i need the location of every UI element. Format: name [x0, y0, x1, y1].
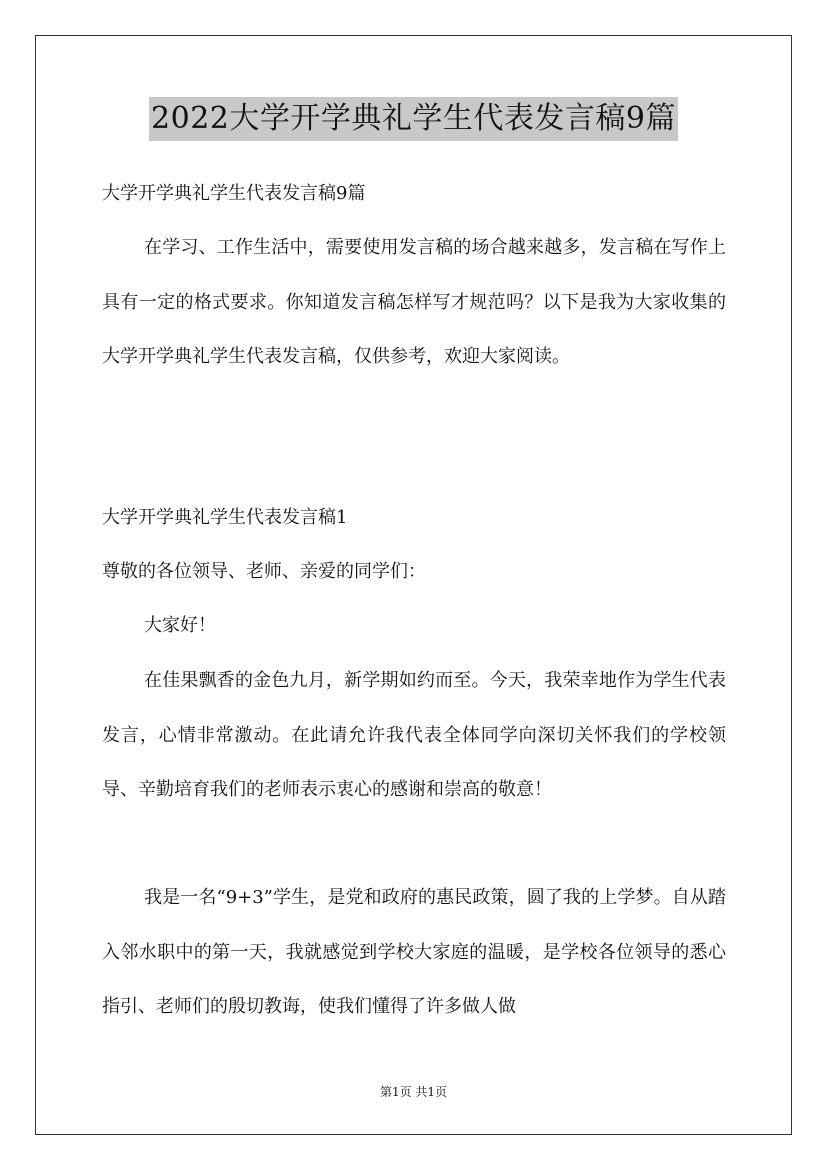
- subtitle: 大学开学典礼学生代表发言稿9篇: [102, 183, 366, 204]
- title-container: [0, 97, 827, 141]
- greeting: 大家好！: [144, 615, 216, 636]
- section-heading: 大学开学典礼学生代表发言稿1: [102, 507, 348, 528]
- page-footer: 第1页 共1页: [379, 1085, 448, 1099]
- paragraph-1: 在佳果飘香的金色九月，新学期如约而至。今天，我荣幸地作为学生代表发言，心情非常激动。在此请允许我代表全体同学向深切关怀我们的学校领导、辛勤培育我们的老师表示衷心的感谢和崇高的敬意！: [102, 670, 726, 800]
- paragraph-2: 我是一名“9+3”学生，是党和政府的惠民政策，圆了我的上学梦。自从踏入邻水职中的第一天，我就感觉到学校大家庭的温暖，是学校各位领导的悉心指引、老师们的殷切教诲，使我们懂得了许多做人做: [102, 887, 726, 1017]
- intro-paragraph: 在学习、工作生活中，需要使用发言稿的场合越来越多，发言稿在写作上具有一定的格式要求。你知道发言稿怎样写才规范吗？以下是我为大家收集的大学开学典礼学生代表发言稿，仅供参考，欢迎大家阅读。: [102, 237, 726, 367]
- salutation: 尊敬的各位领导、老师、亲爱的同学们：: [102, 561, 426, 582]
- document-title: 2022大学开学典礼学生代表发言稿9篇: [149, 97, 678, 141]
